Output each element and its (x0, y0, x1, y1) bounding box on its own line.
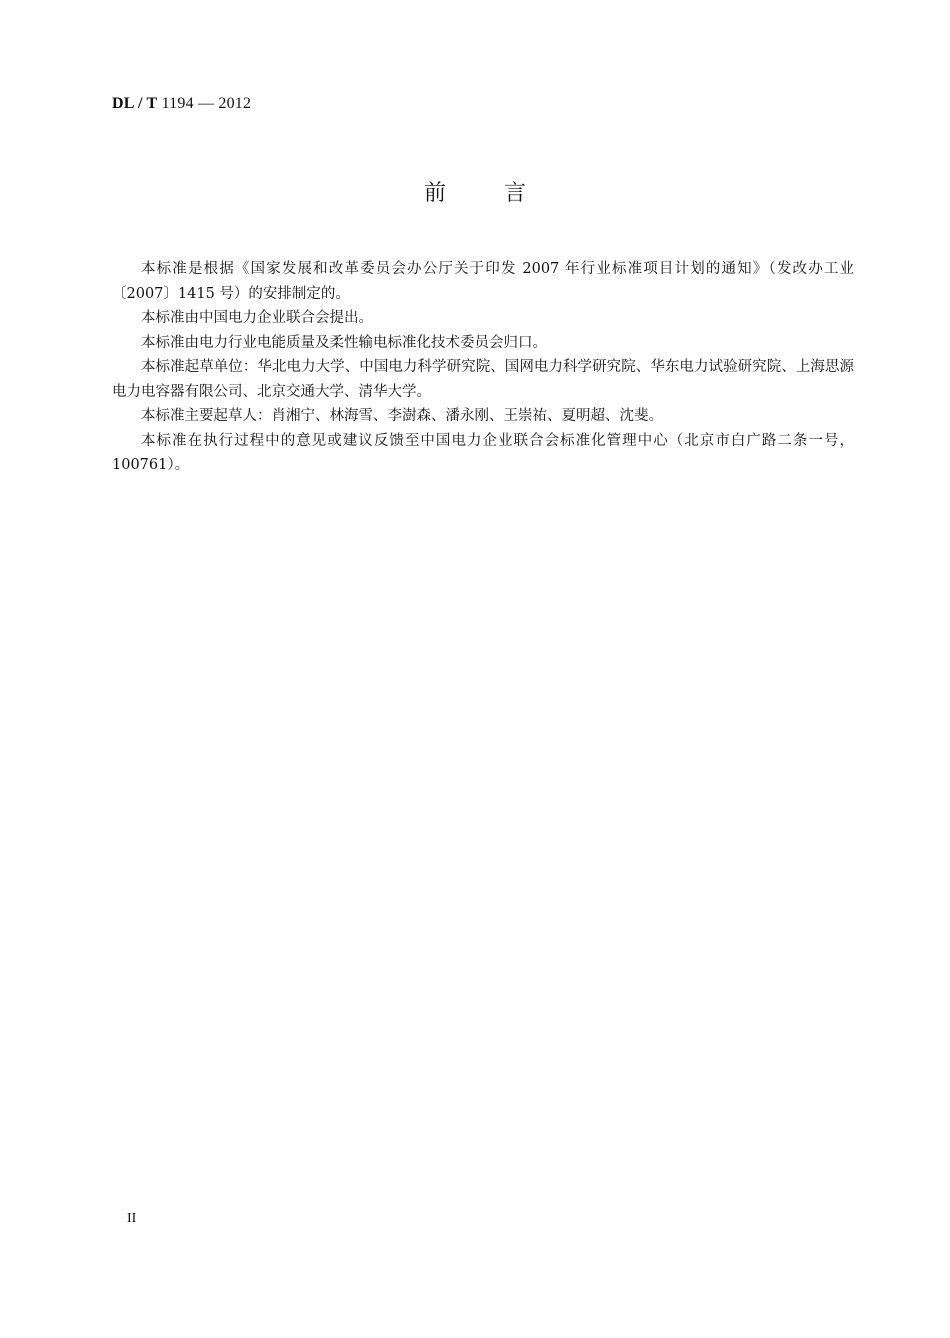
standard-code (112, 95, 251, 113)
paragraph-basis: 本标准是根据《国家发展和改革委员会办公厅关于印发 2007 年行业标准项目计划的通知》（发改办工业〔2007〕1415 号）的安排制定的。 (112, 261, 854, 302)
page-title: 前言 (423, 181, 584, 206)
foreword-body (112, 257, 854, 478)
paragraph-committee: 本标准由电力行业电能质量及柔性输电标准化技术委员会归口。 (141, 334, 547, 351)
paragraph-drafters: 本标准主要起草人：肖湘宁、林海雪、李澍森、潘永刚、王崇祐、夏明超、沈斐。 (141, 408, 663, 424)
paragraph-proposer: 本标准由中国电力企业联合会提出。 (141, 310, 373, 326)
paragraph-feedback: 本标准在执行过程中的意见或建议反馈至中国电力企业联合会标准化管理中心（北京市白广路二条一号，100761）。 (112, 432, 854, 473)
page-number: II (127, 1211, 137, 1226)
standard-code-prefix: DL / T (112, 95, 158, 112)
standard-code-number: 1194 — 2012 (161, 95, 252, 112)
paragraph-drafting-units: 本标准起草单位：华北电力大学、中国电力科学研究院、国网电力科学研究院、华东电力试验研究院、上海思源电力电容器有限公司、北京交通大学、清华大学。 (112, 359, 854, 400)
